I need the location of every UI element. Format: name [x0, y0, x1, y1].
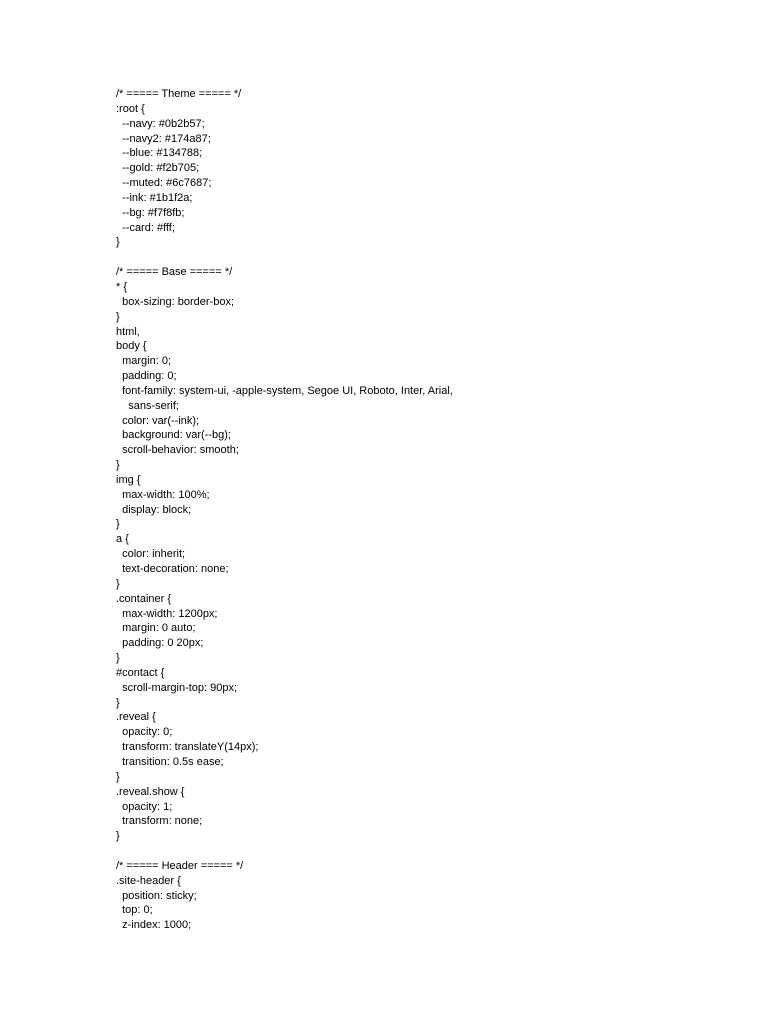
- code-line: --navy2: #174a87;: [116, 132, 211, 145]
- code-line: --muted: #6c7687;: [116, 177, 212, 190]
- code-line: max-width: 100%;: [116, 488, 210, 501]
- code-line: transform: none;: [116, 815, 203, 828]
- code-line: --card: #fff;: [116, 221, 175, 234]
- code-line: color: var(--ink);: [116, 414, 200, 427]
- code-line: .container {: [116, 592, 172, 605]
- code-line: }: [116, 696, 120, 709]
- code-line: }: [116, 577, 120, 590]
- code-line: img {: [116, 473, 141, 486]
- code-line: .reveal.show {: [116, 785, 185, 798]
- code-line: opacity: 0;: [116, 726, 173, 739]
- code-line: #contact {: [116, 666, 165, 679]
- code-line: }: [116, 236, 120, 249]
- code-line: position: sticky;: [116, 889, 197, 902]
- code-line: transition: 0.5s ease;: [116, 755, 224, 768]
- code-line: transform: translateY(14px);: [116, 741, 259, 754]
- code-line: .site-header {: [116, 874, 181, 887]
- code-line: top: 0;: [116, 904, 153, 917]
- code-line: background: var(--bg);: [116, 429, 231, 442]
- code-line: color: inherit;: [116, 548, 186, 561]
- code-line: margin: 0;: [116, 355, 172, 368]
- code-line: opacity: 1;: [116, 800, 173, 813]
- code-line: padding: 0 20px;: [116, 637, 204, 650]
- code-line: text-decoration: none;: [116, 563, 229, 575]
- code-line: sans-serif;: [116, 399, 179, 412]
- code-line: --blue: #134788;: [116, 147, 203, 160]
- code-line: --navy: #0b2b57;: [116, 117, 205, 130]
- code-line: display: block;: [116, 503, 192, 516]
- code-line: }: [116, 770, 120, 783]
- code-line: scroll-behavior: smooth;: [116, 444, 239, 457]
- code-line: }: [116, 652, 120, 665]
- code-line: body {: [116, 340, 147, 353]
- code-line: --ink: #1b1f2a;: [116, 191, 193, 204]
- code-line: .reveal {: [116, 711, 156, 724]
- code-line: }: [116, 459, 120, 472]
- code-line: }: [116, 830, 120, 843]
- code-line: [116, 844, 716, 859]
- code-line: }: [116, 310, 120, 323]
- code-line: /* ===== Header ===== */: [116, 859, 244, 872]
- code-line: box-sizing: border-box;: [116, 295, 234, 308]
- code-line: * {: [116, 280, 128, 293]
- code-line: html,: [116, 325, 140, 338]
- code-line: [116, 250, 716, 265]
- code-line: --gold: #f2b705;: [116, 162, 200, 175]
- code-line: padding: 0;: [116, 370, 177, 383]
- code-line: scroll-margin-top: 90px;: [116, 681, 238, 694]
- code-line: max-width: 1200px;: [116, 607, 218, 620]
- code-line: /* ===== Theme ===== */: [116, 88, 242, 100]
- code-line: font-family: system-ui, -apple-system, Segoe UI, Roboto, Inter, Arial,: [116, 384, 453, 397]
- code-line: :root {: [116, 102, 145, 115]
- code-line: z-index: 1000;: [116, 919, 192, 932]
- code-line: }: [116, 518, 120, 531]
- code-line: margin: 0 auto;: [116, 622, 196, 635]
- code-line: --bg: #f7f8fb;: [116, 206, 185, 219]
- code-line: a {: [116, 533, 129, 546]
- code-line: /* ===== Base ===== */: [116, 266, 233, 279]
- code-text-body: [116, 87, 716, 933]
